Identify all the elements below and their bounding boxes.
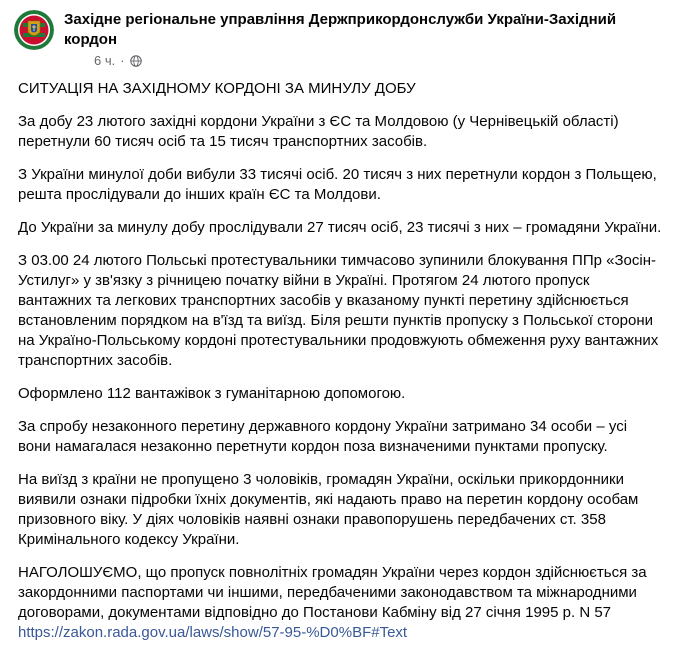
post-paragraph: З України минулої доби вибули 33 тисячі осіб. 20 тисяч з них перетнули кордон з Польщею, решта прослідували до інших країн ЄС та Молдови. xyxy=(18,166,657,203)
post-headline: СИТУАЦІЯ НА ЗАХІДНОМУ КОРДОНІ ЗА МИНУЛУ ДОБУ xyxy=(18,80,416,97)
page-avatar[interactable] xyxy=(14,10,54,50)
post-paragraph: За спробу незаконного перетину державного кордону України затримано 34 особи – усі вони намагалася незаконно перетнути кордон поза визначеними пунктами пропуску. xyxy=(18,418,628,455)
post-timestamp[interactable]: 6 ч. xyxy=(94,53,116,68)
post-paragraph-final-text: НАГОЛОШУЄМО, що пропуск повнолітніх громадян України через кордон здійснюється за закордонними паспортами чи іншими, передбаченими законодавством та міжнародними договорами, документами відповідно до Постанови Кабміну від 27 січня 1995 р. N 57 xyxy=(18,564,647,621)
page-name-link[interactable]: Західне регіональне управління Держприкордонслужби України-Західний кордон xyxy=(64,11,617,48)
post-paragraph-final xyxy=(18,563,663,643)
post-paragraph: За добу 23 лютого західні кордони України з ЄС та Молдовою (у Чернівецькій області) перетнули 60 тисяч осіб та 15 тисяч транспортних засобів. xyxy=(18,113,619,150)
post-header xyxy=(14,6,664,68)
post-paragraph: Оформлено 112 вантажівок з гуманітарною допомогою. xyxy=(18,385,406,402)
law-link[interactable]: https://zakon.rada.gov.ua/laws/show/57-95-%D0%BF#Text xyxy=(18,624,408,641)
post-paragraph: До України за минулу добу прослідували 27 тисяч осіб, 23 тисячі з них – громадяни України. xyxy=(18,219,662,236)
border-guard-emblem-icon xyxy=(14,10,54,50)
post-paragraph: З 03.00 24 лютого Польські протестувальники тимчасово зупинили блокування ППр «Зосін-Устилуг» у зв'язку з річницею початку війни в Україні. Протягом 24 лютого пропуск вантажних та легкових транспортних засобів у вказаному пункті перетину здійснюється встановленим порядком на в'їзд та виїзд. Біля решти пунктів пропуску з Польської сторони на Україно-Польському кордоні протестувальники продовжують обмеження руху вантажних транспортних засобів. xyxy=(18,252,659,369)
post-body xyxy=(18,79,663,656)
meta-separator: · xyxy=(120,53,125,68)
globe-icon[interactable] xyxy=(130,55,142,67)
post-paragraph: На виїзд з країни не пропущено 3 чоловіків, громадян України, оскільки прикордонники виявили ознаки підробки їхніх документів, які надають право на перетин кордону особам призовного віку. У діях чоловіків наявні ознаки правопорушень передбачених ст. 358 Кримінального кодексу України. xyxy=(18,471,639,548)
post-meta xyxy=(94,53,142,69)
